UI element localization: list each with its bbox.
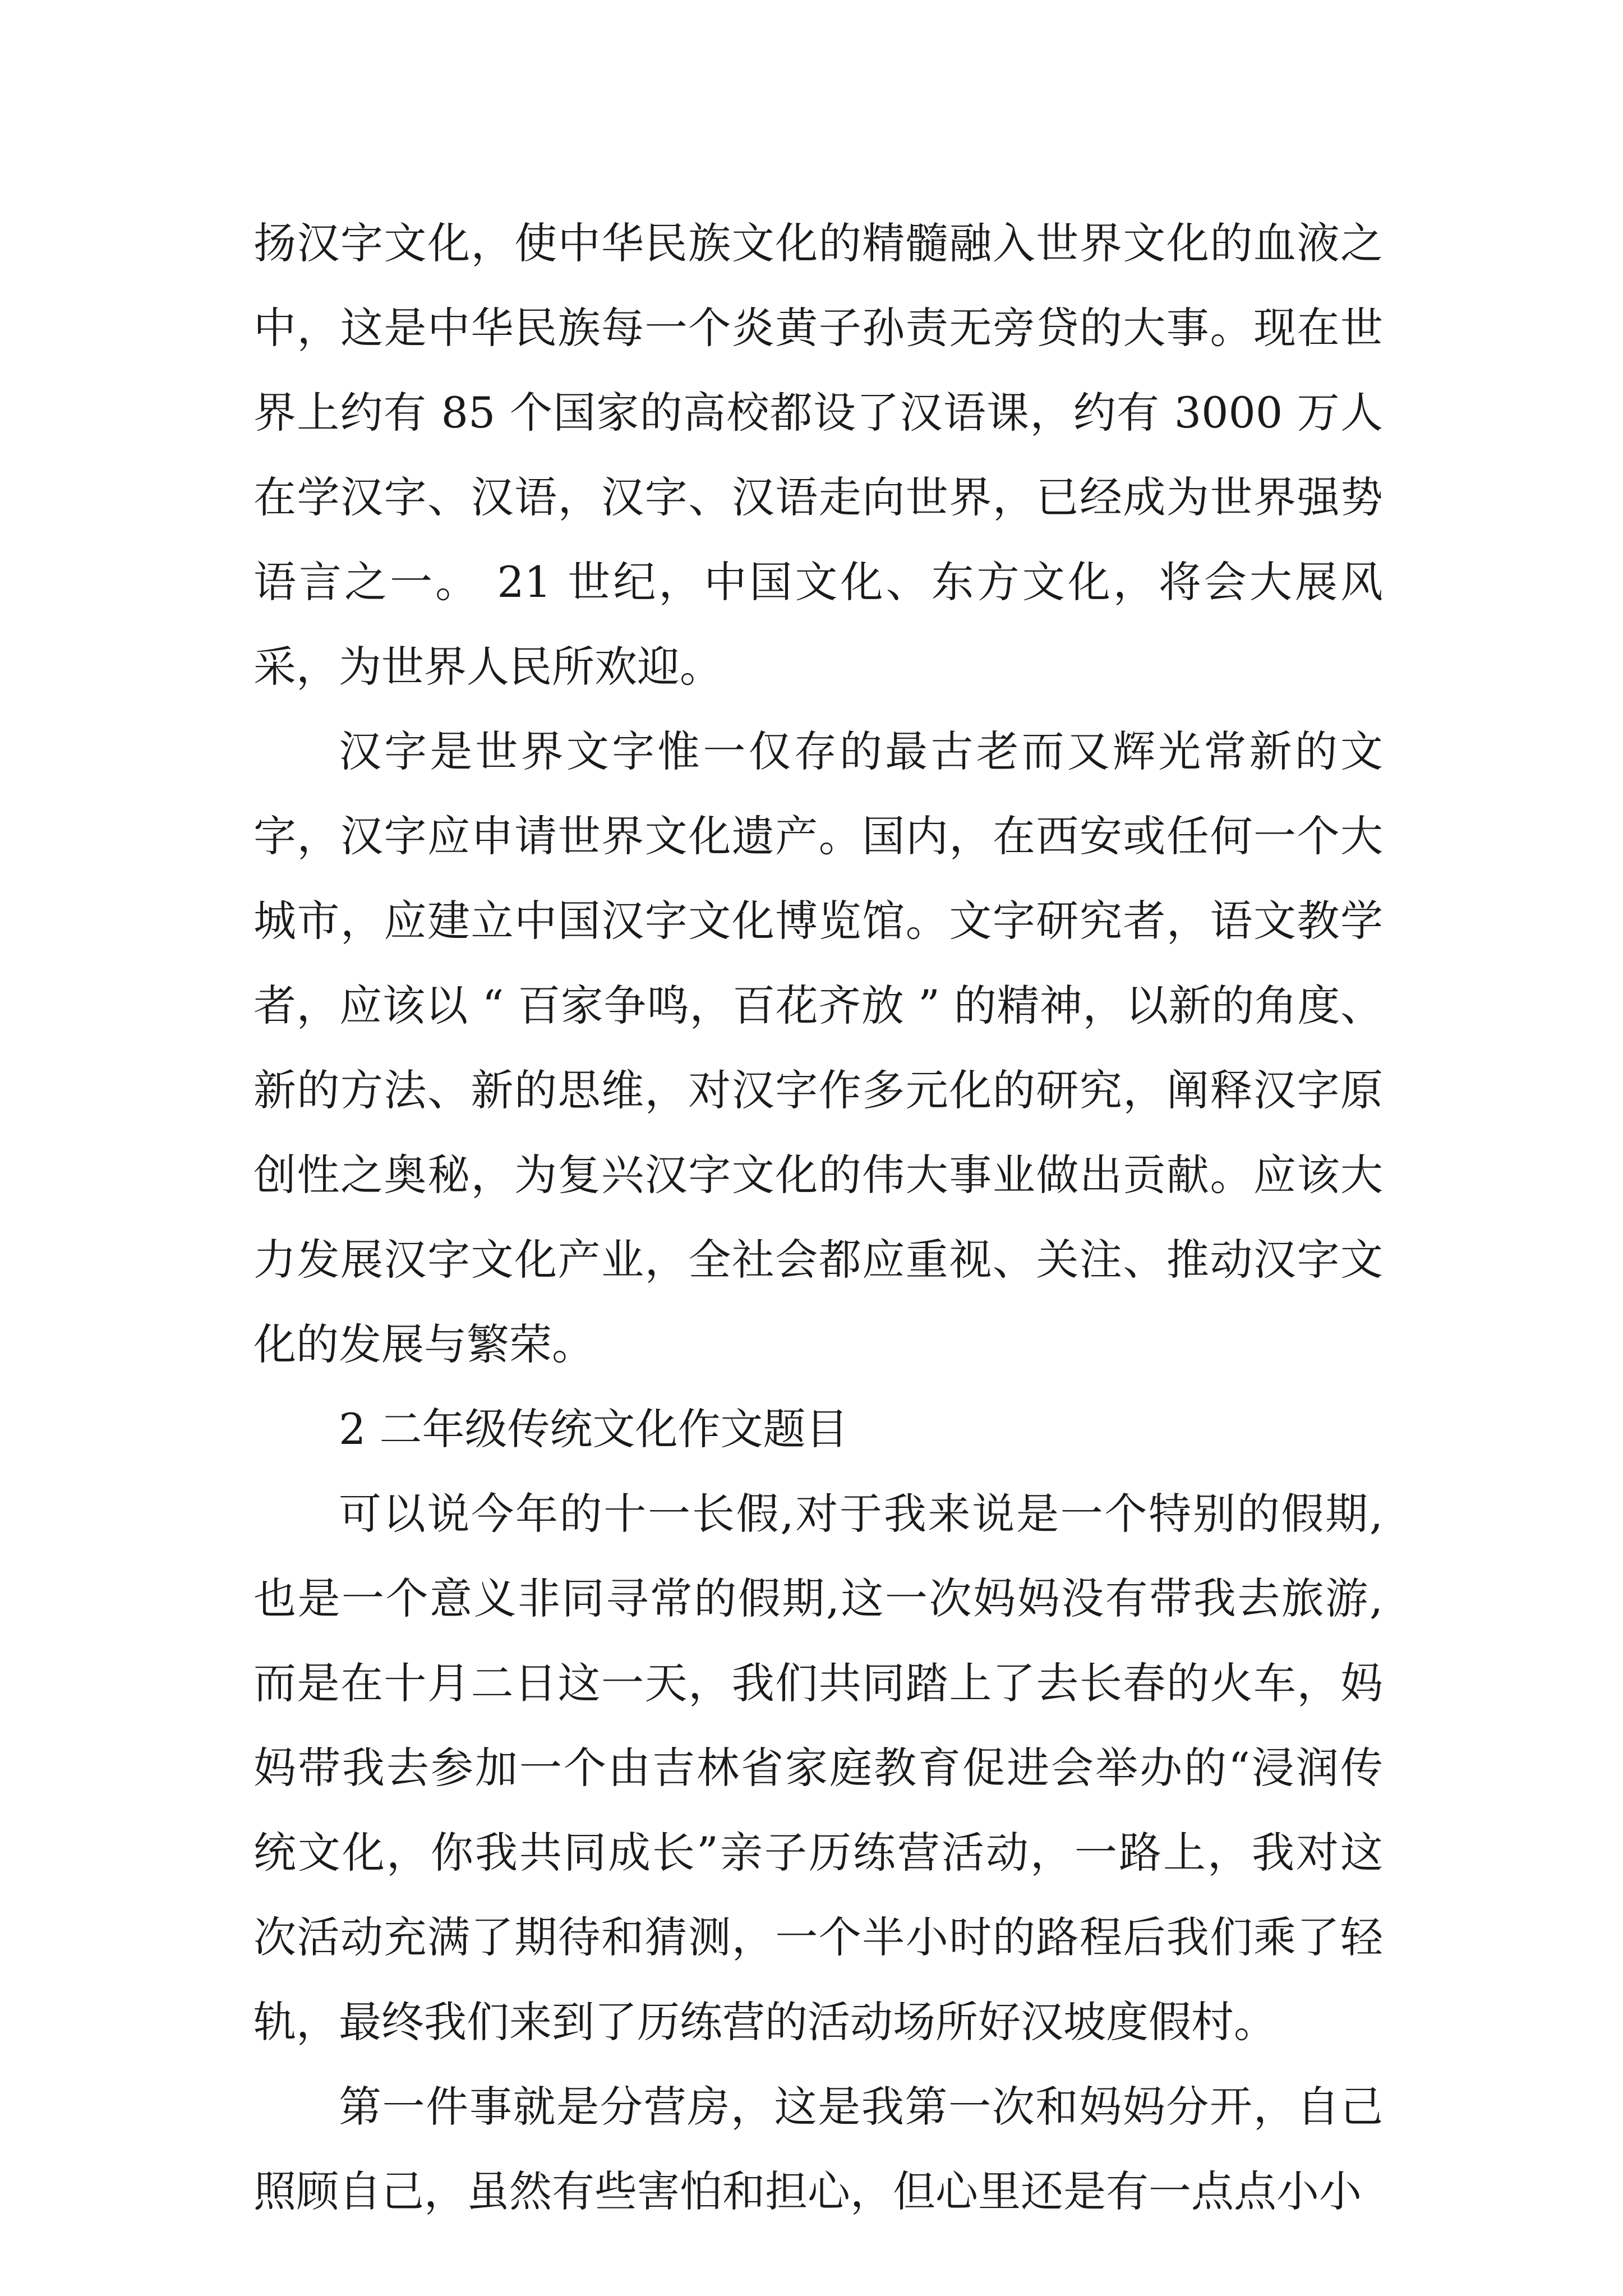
paragraph: 可以说今年的十一长假,对于我来说是一个特别的假期,也是一个意义非同寻常的假期,这一次妈妈没有带我去旅游,而是在十月二日这一天，我们共同踏上了去长春的火车，妈妈带我去参加一个由吉林省家庭教育促进会举办的“浸润传统文化，你我共同成长”亲子历练营活动，一路上，我对这次活动充满了期待和猜测，一个半小时的路程后我们乘了轻轨，最终我们来到了历练营的活动场所好汉坡度假村。 xyxy=(253,1489,1383,2047)
document-body xyxy=(253,201,1383,2234)
paragraph-continuation: 扬汉字文化，使中华民族文化的精髓融入世界文化的血液之中，这是中华民族每一个炎黄子孙责无旁贷的大事。现在世界上约有 85 个国家的高校都设了汉语课，约有 3000 万人在学汉字、汉语，汉字、汉语走向世界，已经成为世界强势语言之一。 21 世纪，中国文化、东方文化，将会大展风采，为世界人民所欢迎。 xyxy=(253,218,1383,692)
paragraph: 第一件事就是分营房，这是我第一次和妈妈分开，自己照顾自己，虽然有些害怕和担心，但心里还是有一点点小小 xyxy=(253,2082,1383,2216)
section-heading: 2 二年级传统文化作文题目 xyxy=(339,1404,849,1454)
paragraph: 汉字是世界文字惟一仅存的最古老而又辉光常新的文字，汉字应申请世界文化遗产。国内，在西安或任何一个大城市，应建立中国汉字文化博览馆。文字研究者，语文教学者，应该以 “ 百家争鸣，百花齐放 ” 的精神，以新的角度、新的方法、新的思维，对汉字作多元化的研究，阐释汉字原创性之奥秘，为复兴汉字文化的伟大事业做出贡献。应该大力发展汉字文化产业，全社会都应重视、关注、推动汉字文化的发展与繁荣。 xyxy=(253,726,1383,1369)
